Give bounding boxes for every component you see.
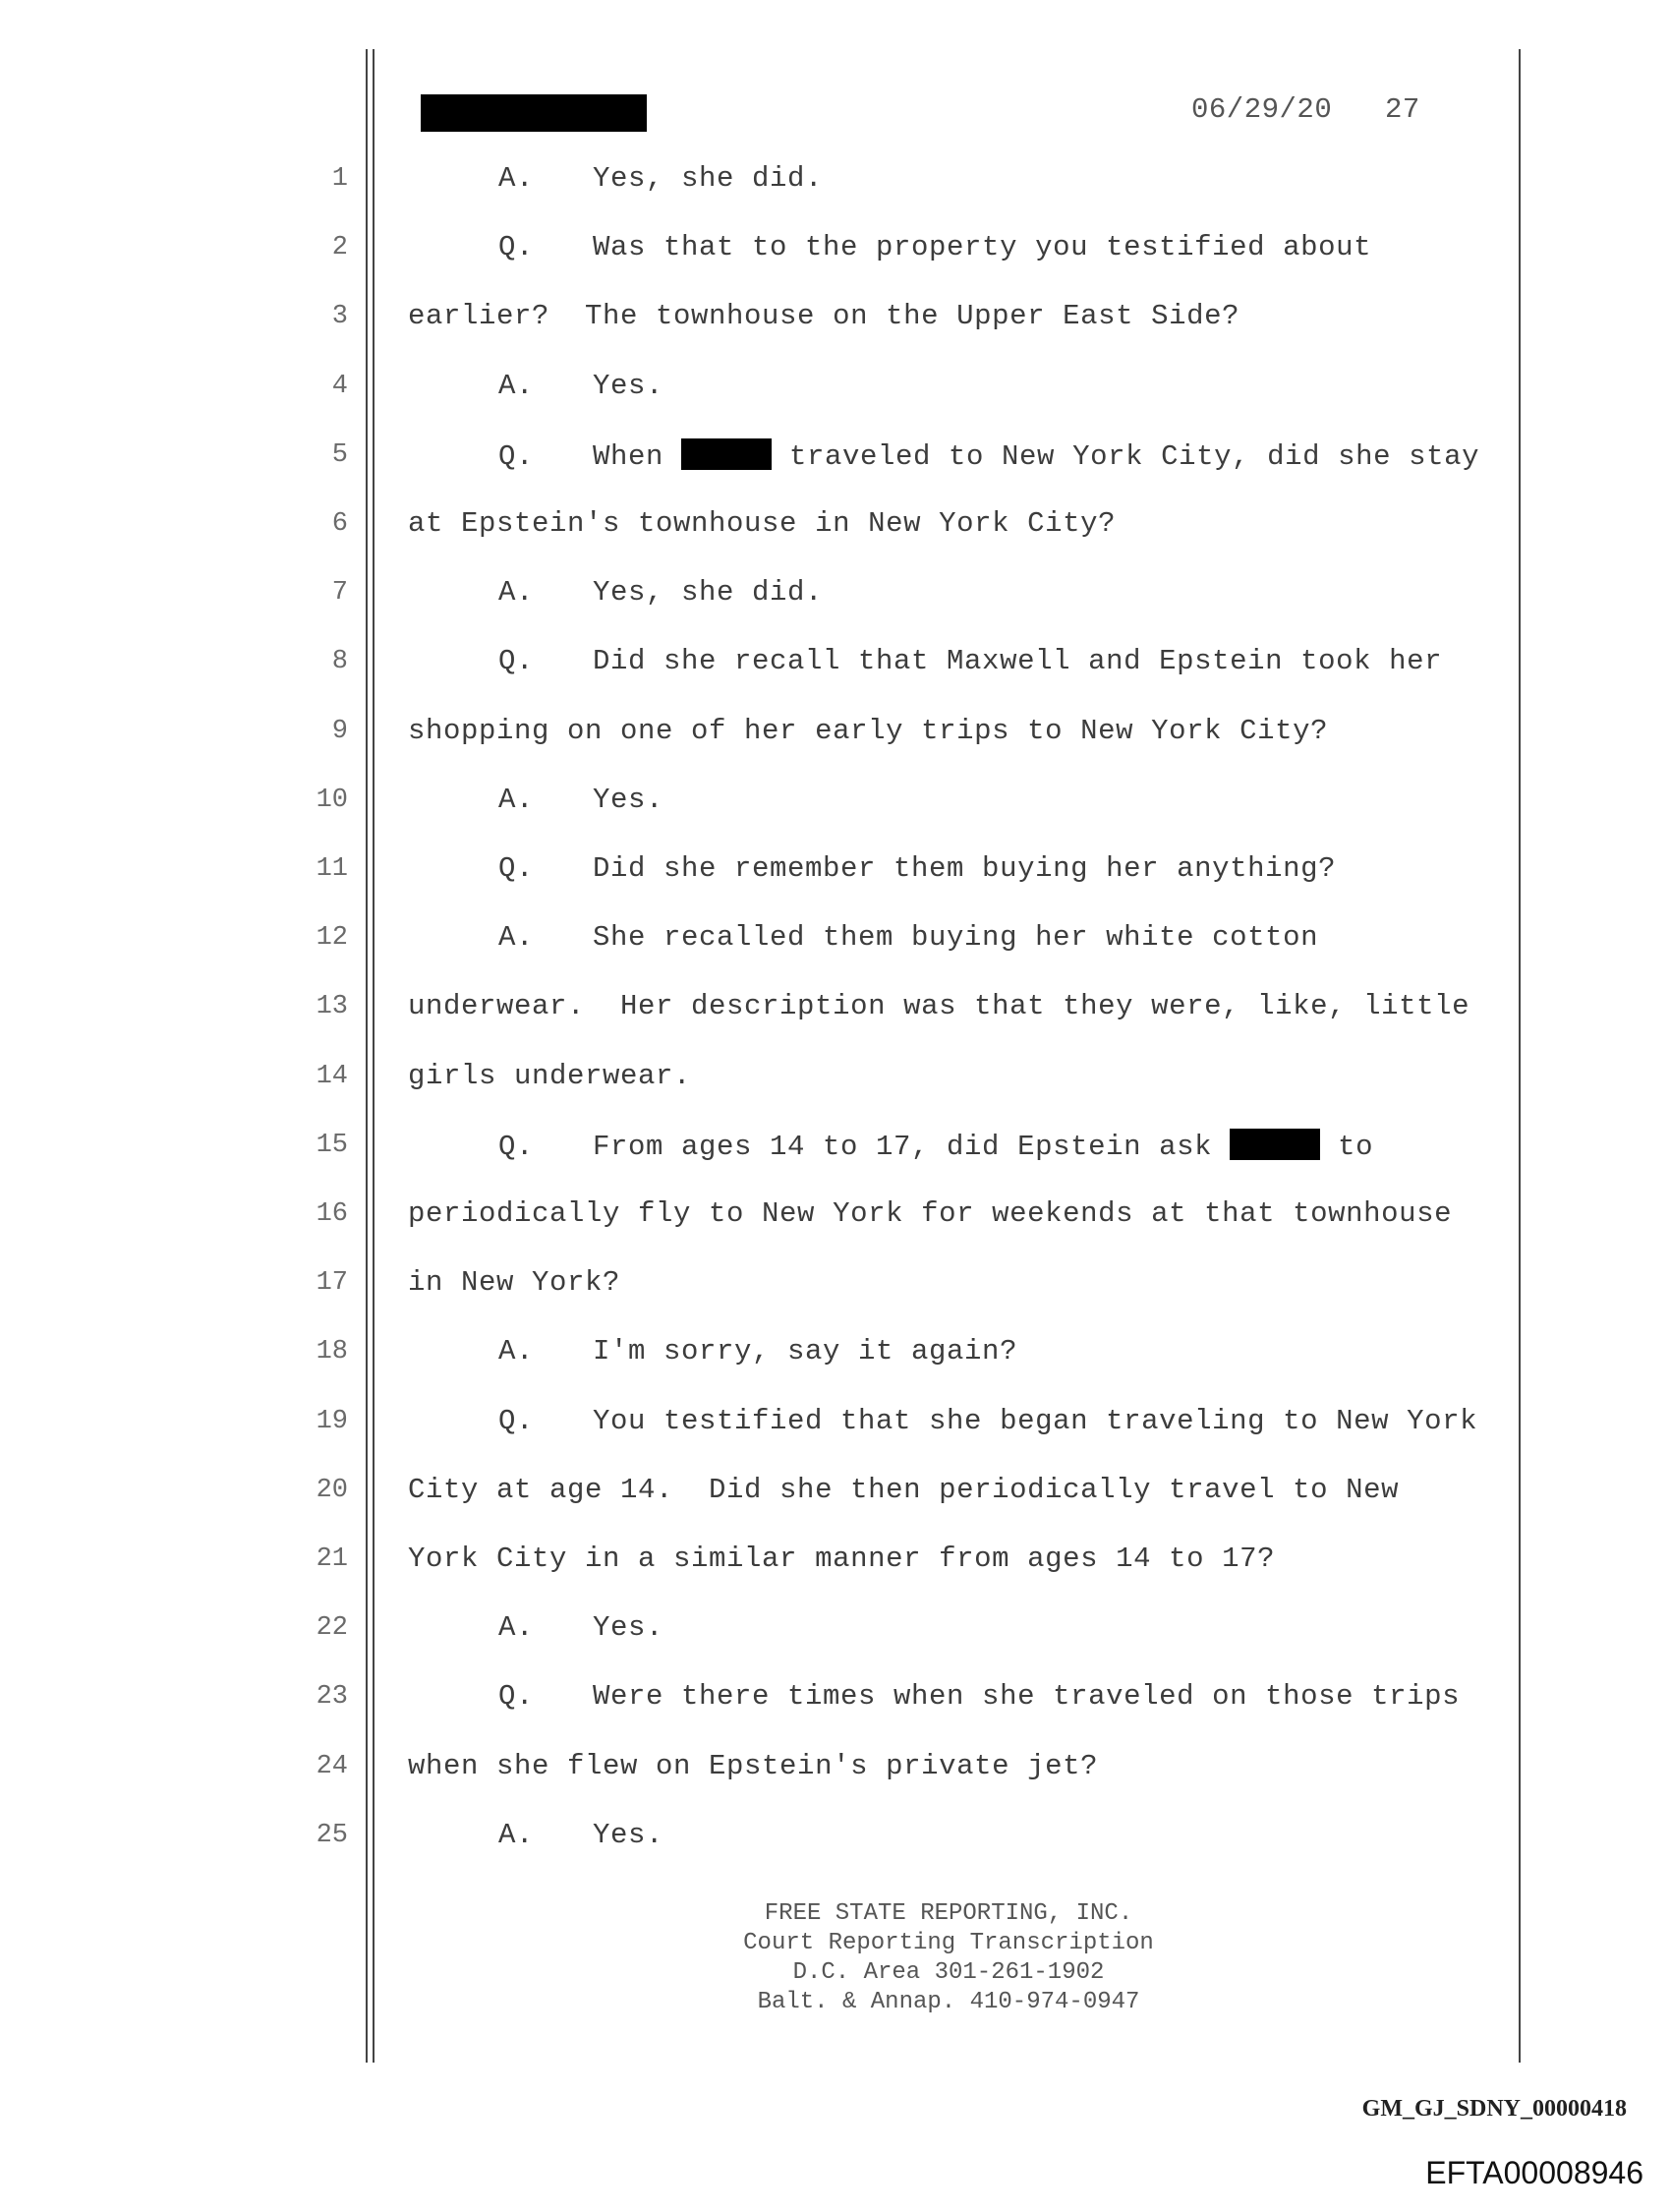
line-number: 24 — [316, 1752, 348, 1781]
transcript-line — [408, 1819, 663, 1851]
page-header — [1191, 93, 1420, 126]
line-text: Yes. — [593, 1611, 664, 1644]
speaker-label: A. — [498, 921, 535, 954]
line-number: 8 — [331, 647, 348, 676]
header-redaction-box — [421, 94, 647, 132]
transcript-line — [408, 1129, 1373, 1163]
transcript-line — [408, 715, 1328, 747]
transcript-line — [408, 852, 1336, 885]
line-text: in New York? — [408, 1266, 621, 1299]
line-number: 19 — [316, 1407, 348, 1436]
line-number: 2 — [331, 233, 348, 262]
line-text: Yes. — [593, 784, 664, 816]
transcript-line — [408, 576, 823, 609]
line-text: City at age 14. Did she then periodically travel to New — [408, 1474, 1400, 1506]
name-redaction-box — [1230, 1129, 1320, 1160]
line-number: 14 — [316, 1062, 348, 1091]
transcript-line — [408, 645, 1442, 677]
line-number: 7 — [331, 578, 348, 608]
line-text: Yes, she did. — [593, 162, 824, 195]
line-text: shopping on one of her early trips to New York City? — [408, 715, 1329, 747]
footer-phone-balt: Balt. & Annap. 410-974-0947 — [757, 1989, 1140, 2015]
footer-phone-dc: D.C. Area 301-261-1902 — [792, 1959, 1105, 1986]
footer-company: FREE STATE REPORTING, INC. — [764, 1900, 1133, 1927]
speaker-label: A. — [498, 162, 535, 195]
line-text: when she flew on Epstein's private jet? — [408, 1750, 1099, 1782]
transcript-line — [408, 1405, 1477, 1437]
speaker-label: A. — [498, 576, 535, 609]
line-text: Yes. — [593, 370, 664, 402]
transcript-line — [408, 990, 1469, 1022]
line-text: Yes. — [593, 1819, 664, 1851]
line-text: Yes, she did. — [593, 576, 824, 609]
transcript-line — [408, 921, 1318, 954]
line-number: 6 — [331, 509, 348, 539]
line-text: periodically fly to New York for weekends at that townhouse — [408, 1197, 1453, 1230]
line-number: 10 — [316, 786, 348, 815]
line-text: I'm sorry, say it again? — [593, 1335, 1018, 1368]
speaker-label: A. — [498, 370, 535, 402]
transcript-line — [408, 1060, 691, 1092]
speaker-label: Q. — [498, 1405, 535, 1437]
speaker-label: Q. — [498, 231, 535, 263]
bates-number: GM_GJ_SDNY_00000418 — [1361, 2096, 1627, 2122]
line-text-after-redaction: traveled to New York City, did she stay — [772, 440, 1480, 473]
line-number: 16 — [316, 1199, 348, 1229]
transcript-line — [408, 784, 663, 816]
left-margin-rule — [366, 49, 368, 2063]
line-number: 5 — [331, 440, 348, 470]
efta-number: EFTA00008946 — [1425, 2155, 1643, 2190]
line-number: 20 — [316, 1476, 348, 1505]
left-margin-rule-inner — [373, 49, 375, 2063]
line-text-before-redaction: From ages 14 to 17, did Epstein ask — [593, 1131, 1231, 1163]
line-number: 1 — [331, 164, 348, 194]
line-text: earlier? The townhouse on the Upper East Side? — [408, 300, 1240, 332]
transcript-line — [408, 1611, 663, 1644]
transcript-line — [408, 231, 1371, 263]
transcript-line — [408, 1197, 1452, 1230]
line-number: 9 — [331, 717, 348, 746]
line-number: 4 — [331, 372, 348, 401]
speaker-label: A. — [498, 1819, 535, 1851]
line-number: 23 — [316, 1682, 348, 1712]
line-text: Did she remember them buying her anything? — [593, 852, 1337, 885]
line-number: 22 — [316, 1613, 348, 1643]
footer-services: Court Reporting Transcription — [743, 1930, 1154, 1956]
transcript-line — [408, 162, 823, 195]
transcript-line — [408, 1750, 1098, 1782]
reporter-footer — [629, 1899, 1268, 2017]
right-margin-rule — [1519, 49, 1521, 2063]
line-number: 18 — [316, 1337, 348, 1367]
transcript-line — [408, 1680, 1460, 1713]
line-text: You testified that she began traveling to New York — [593, 1405, 1478, 1437]
header-page-number: 27 — [1384, 93, 1420, 126]
speaker-label: Q. — [498, 645, 535, 677]
line-number: 12 — [316, 923, 348, 953]
line-number: 13 — [316, 992, 348, 1021]
line-text: at Epstein's townhouse in New York City? — [408, 507, 1117, 540]
line-number: 21 — [316, 1544, 348, 1574]
line-number: 25 — [316, 1821, 348, 1850]
speaker-label: Q. — [498, 852, 535, 885]
line-text: She recalled them buying her white cotton — [593, 921, 1319, 954]
speaker-label: Q. — [498, 1680, 535, 1713]
line-text: Did she recall that Maxwell and Epstein took her — [593, 645, 1443, 677]
transcript-line — [408, 1474, 1399, 1506]
line-text: underwear. Her description was that they were, like, little — [408, 990, 1470, 1022]
speaker-label: A. — [498, 1611, 535, 1644]
transcript-line — [408, 507, 1116, 540]
speaker-label: A. — [498, 784, 535, 816]
transcript-line — [408, 1266, 620, 1299]
line-text-before-redaction: When — [593, 440, 682, 473]
transcript-line — [408, 1543, 1275, 1575]
line-text: Was that to the property you testified about — [593, 231, 1372, 263]
line-number: 3 — [331, 302, 348, 331]
line-text-after-redaction: to — [1320, 1131, 1374, 1163]
line-text: girls underwear. — [408, 1060, 692, 1092]
speaker-label: Q. — [498, 440, 535, 473]
transcript-line — [408, 370, 663, 402]
transcript-line — [408, 1335, 1017, 1368]
line-number: 11 — [316, 854, 348, 884]
transcript-line — [408, 438, 1479, 473]
header-date: 06/29/20 — [1191, 93, 1333, 126]
transcript-line — [408, 300, 1239, 332]
line-text: York City in a similar manner from ages 14 to 17? — [408, 1543, 1276, 1575]
line-number: 17 — [316, 1268, 348, 1298]
speaker-label: Q. — [498, 1131, 535, 1163]
line-number: 15 — [316, 1131, 348, 1160]
speaker-label: A. — [498, 1335, 535, 1368]
line-text: Were there times when she traveled on those trips — [593, 1680, 1461, 1713]
name-redaction-box — [681, 438, 772, 470]
